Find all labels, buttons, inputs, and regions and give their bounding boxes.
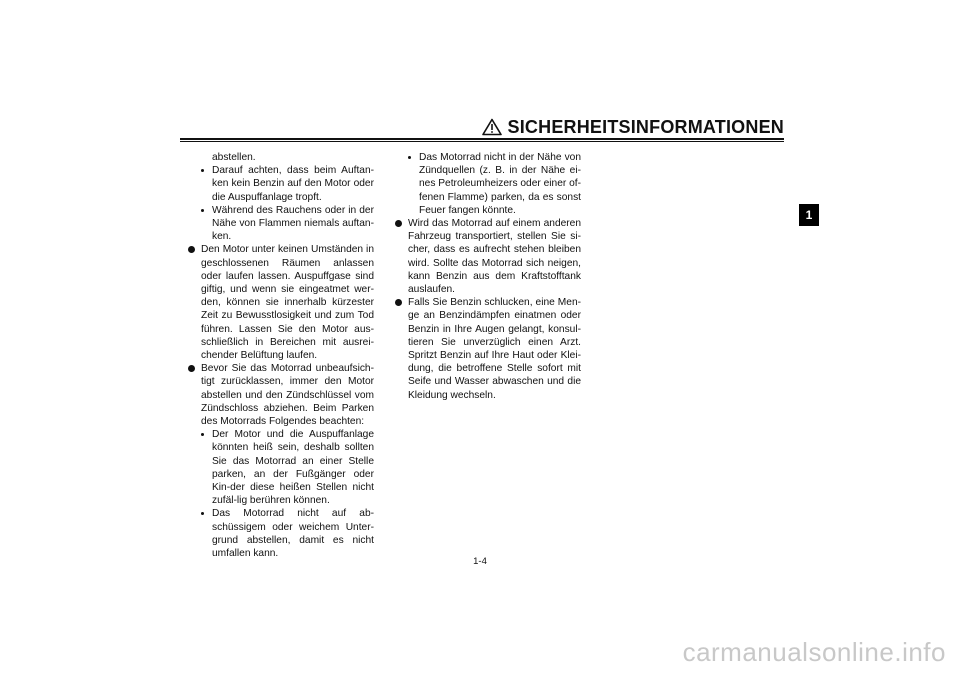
sub-bullet-item: Das Motorrad nicht auf ab-schüssigem oder weichem Unter-grund abstellen, damit es nicht umfallen kann. <box>188 507 374 560</box>
continuation-text: abstellen. <box>212 152 256 163</box>
sub-bullet-item: Darauf achten, dass beim Auftan-ken kein Benzin auf den Motor oder die Auspuffanlage tropft. <box>188 164 374 204</box>
left-column <box>188 151 374 560</box>
bullet-item: Den Motor unter keinen Umständen in geschlossenen Räumen anlassen oder laufen lassen. Auspuffgase sind giftig, und wenn sie eingeatmet wer-den, können sie innerhalb kürzester Zeit zu Bewusstlosigkeit und zum Tod führen. Lassen Sie den Motor aus-schließlich in Bereichen mit ausrei-chender Belüftung laufen. <box>188 243 374 362</box>
bullet-item: Wird das Motorrad auf einem anderen Fahrzeug transportiert, stellen Sie si-cher, dass es aufrecht stehen bleiben wird. Sollte das Motorrad sich neigen, kann Benzin aus dem Kraftstofftank auslaufen. <box>395 217 581 296</box>
page-title: SICHERHEITSINFORMATIONEN <box>507 117 784 137</box>
bullet-item: Falls Sie Benzin schlucken, eine Men-ge an Benzindämpfen einatmen oder Benzin in Ihre Augen gelangt, konsul-tieren Sie unverzüglich einen Arzt. Spritzt Benzin auf Ihre Haut oder Klei-dung, die betroffene Stelle sofort mit Seife und Wasser abwaschen und die Kleidung wechseln. <box>395 296 581 402</box>
sub-bullet-item: Während des Rauchens oder in der Nähe von Flammen niemals auftan-ken. <box>188 204 374 244</box>
page-number: 1-4 <box>473 556 487 567</box>
bullet-item: Bevor Sie das Motorrad unbeaufsich-tigt zurücklassen, immer den Motor abstellen und den Zündschlüssel vom Zündschloss abziehen. Beim Parken des Motorrads Folgendes beachten: <box>188 362 374 428</box>
chapter-tab[interactable]: 1 <box>799 204 819 226</box>
sub-bullet-item: Der Motor und die Auspuffanlage könnten heiß sein, deshalb sollten Sie das Motorrad an einer Stelle parken, an der Fußgänger oder Kin-der diese heißen Stellen nicht zufäl-lig berühren können. <box>188 428 374 507</box>
warning-triangle-icon <box>482 118 502 136</box>
header-rule <box>180 138 784 142</box>
sub-bullet-item: Das Motorrad nicht in der Nähe von Zündquellen (z. B. in der Nähe ei-nes Petroleumheizers oder einer of-fenen Flamme) parken, da es sonst Feuer fangen könnte. <box>395 151 581 217</box>
page-header <box>180 116 784 140</box>
header-title-group <box>482 116 784 138</box>
watermark: carmanualsonline.info <box>682 637 946 667</box>
right-column <box>395 151 581 402</box>
